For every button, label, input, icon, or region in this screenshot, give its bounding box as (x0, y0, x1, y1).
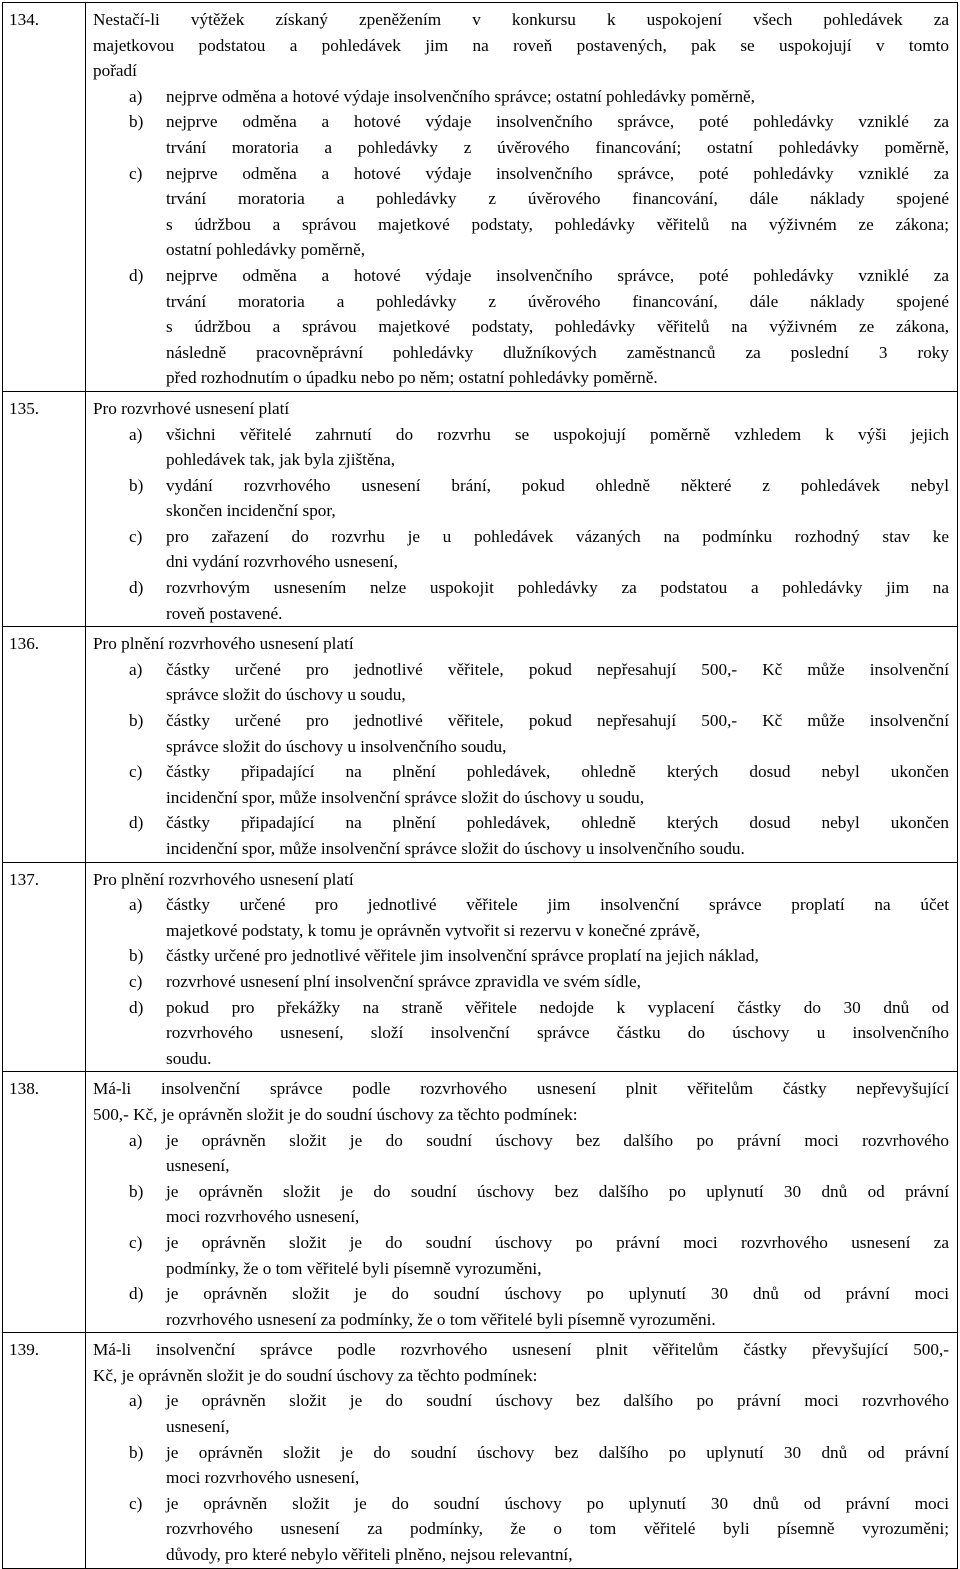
question-row (3, 862, 958, 1072)
answer-option-line (93, 943, 949, 969)
continuation-line (93, 1516, 949, 1542)
continuation-line (93, 549, 949, 575)
line-text: trvání moratoria a pohledávky z úvěrového financování, dále náklady spojené (166, 189, 949, 209)
option-marker: b) (129, 475, 144, 495)
continuation-line (93, 365, 949, 391)
option-marker: b) (129, 112, 144, 132)
answer-option-line (93, 473, 949, 499)
answer-option-line (93, 1281, 949, 1307)
answer-option-line (93, 524, 949, 550)
option-marker: b) (129, 711, 144, 731)
continuation-line (93, 135, 949, 161)
line-text: je oprávněn složit je do soudní úschovy po uplynutí 30 dnů od právní moci (166, 1284, 949, 1304)
line-text: rozvrhovým usnesením nelze uspokojit pohledávky za podstatou a pohledávky jim na (166, 578, 949, 598)
question-row (3, 391, 958, 626)
continuation-line (93, 601, 949, 627)
line-text: je oprávněn složit je do soudní úschovy po uplynutí 30 dnů od právní moci (166, 1493, 949, 1513)
option-marker: c) (129, 1232, 143, 1252)
line-text: rozvrhového usnesení za podmínky, že o tom věřitelé byli písemně vyrozuměni. (166, 1309, 716, 1329)
option-marker: d) (129, 813, 144, 833)
answer-option-line (93, 995, 949, 1021)
line-text: Pro plnění rozvrhového usnesení platí (93, 634, 354, 654)
line-text: majetkové podstaty, k tomu je oprávněn vytvořit si rezervu v konečné zprávě, (166, 920, 700, 940)
answer-option-line (93, 1388, 949, 1414)
question-text-line (93, 631, 949, 657)
line-text: vydání rozvrhového usnesení brání, pokud ohledně některé z pohledávek nebyl (166, 475, 949, 495)
line-text: následně pracovněprávní pohledávky dlužníkových zaměstnanců za poslední 3 roky (166, 342, 949, 362)
answer-option-line (93, 84, 949, 110)
answer-option-line (93, 657, 949, 683)
continuation-line (93, 314, 949, 340)
question-body (86, 391, 958, 626)
answer-option-line (93, 109, 949, 135)
line-text: Má-li insolvenční správce podle rozvrhového usnesení plnit věřitelům částky nepřevyšující (93, 1079, 949, 1099)
line-text: majetkovou podstatou a pohledávek jim na roveň postavených, pak se uspokojují v tomto (93, 35, 949, 55)
questions-table (2, 2, 958, 1569)
answer-option-line (93, 892, 949, 918)
line-text: částky připadající na plnění pohledávek, ohledně kterých dosud nebyl ukončen (166, 813, 949, 833)
question-text-line (93, 1337, 949, 1363)
question-number: 135. (3, 391, 86, 626)
line-text: moci rozvrhového usnesení, (166, 1207, 360, 1227)
answer-option-line (93, 1440, 949, 1466)
line-text: nejprve odměna a hotové výdaje insolvenčního správce, poté pohledávky vzniklé za (166, 265, 949, 285)
continuation-line (93, 1153, 949, 1179)
question-text-line (93, 58, 949, 84)
continuation-line (93, 186, 949, 212)
line-text: je oprávněn složit je do soudní úschovy bez dalšího po uplynutí 30 dnů od právní (166, 1442, 949, 1462)
continuation-line (93, 1020, 949, 1046)
line-text: pořadí (93, 61, 137, 81)
line-text: nejprve odměna a hotové výdaje insolvenčního správce; ostatní pohledávky poměrně, (166, 86, 755, 106)
option-marker: d) (129, 1284, 144, 1304)
question-text-line (93, 867, 949, 893)
option-marker: d) (129, 265, 144, 285)
line-text: moci rozvrhového usnesení, (166, 1468, 360, 1488)
question-number: 139. (3, 1333, 86, 1568)
option-marker: c) (129, 526, 143, 546)
question-row (3, 1333, 958, 1568)
question-text-line (93, 1363, 949, 1389)
question-text-line (93, 396, 949, 422)
answer-option-line (93, 1230, 949, 1256)
question-body (86, 3, 958, 392)
continuation-line (93, 237, 949, 263)
option-marker: d) (129, 997, 144, 1017)
continuation-line (93, 1542, 949, 1568)
question-body (86, 862, 958, 1072)
option-marker: a) (129, 895, 143, 915)
line-text: správce složit do úschovy u insolvenčního soudu, (166, 736, 507, 756)
option-marker: b) (129, 1442, 144, 1462)
question-text-line (93, 33, 949, 59)
option-marker: b) (129, 1181, 144, 1201)
option-marker: c) (129, 163, 143, 183)
answer-option-line (93, 708, 949, 734)
line-text: částky určené pro jednotlivé věřitele, pokud nepřesahují 500,- Kč může insolvenční (166, 659, 949, 679)
line-text: je oprávněn složit je do soudní úschovy bez dalšího po právní moci rozvrhového (166, 1391, 949, 1411)
question-text-line (93, 1102, 949, 1128)
line-text: důvody, pro které nebylo věřiteli plněno, nejsou relevantní, (166, 1545, 573, 1565)
line-text: částky připadající na plnění pohledávek, ohledně kterých dosud nebyl ukončen (166, 762, 949, 782)
line-text: správce složit do úschovy u soudu, (166, 685, 406, 705)
question-body (86, 1072, 958, 1333)
answer-option-line (93, 263, 949, 289)
line-text: dni vydání rozvrhového usnesení, (166, 552, 398, 572)
line-text: Nestačí-li výtěžek získaný zpeněžením v konkursu k uspokojení všech pohledávek za (93, 10, 949, 29)
line-text: částky určené pro jednotlivé věřitele jim insolvenční správce proplatí na jejich náklad, (166, 946, 759, 966)
line-text: s údržbou a správou majetkové podstaty, pohledávky věřitelů na výživném ze zákona, (166, 317, 949, 337)
continuation-line (93, 836, 949, 862)
answer-option-line (93, 1179, 949, 1205)
continuation-line (93, 1204, 949, 1230)
continuation-line (93, 1046, 949, 1072)
answer-option-line (93, 422, 949, 448)
line-text: ostatní pohledávky poměrně, (166, 240, 366, 260)
line-text: soudu. (166, 1048, 212, 1068)
line-text: Má-li insolvenční správce podle rozvrhového usnesení plnit věřitelům částky převyšující 500,- (93, 1340, 949, 1360)
question-body (86, 627, 958, 862)
question-body (86, 1333, 958, 1568)
question-text-line (93, 7, 949, 33)
line-text: incidenční spor, může insolvenční správce složit do úschovy u soudu, (166, 787, 645, 807)
line-text: rozvrhového usnesení, složí insolvenční správce částku do úschovy u insolvenčního (166, 1023, 949, 1043)
answer-option-line (93, 1491, 949, 1517)
line-text: roveň postavené. (166, 603, 283, 623)
continuation-line (93, 1414, 949, 1440)
option-marker: c) (129, 971, 143, 991)
question-number: 137. (3, 862, 86, 1072)
option-marker: a) (129, 86, 143, 106)
line-text: částky určené pro jednotlivé věřitele, pokud nepřesahují 500,- Kč může insolvenční (166, 711, 949, 731)
continuation-line (93, 785, 949, 811)
line-text: pokud pro překážky na straně věřitele nedojde k vyplacení částky do 30 dnů od (166, 997, 949, 1017)
line-text: Pro rozvrhové usnesení platí (93, 398, 290, 418)
continuation-line (93, 340, 949, 366)
option-marker: a) (129, 424, 143, 444)
line-text: trvání moratoria a pohledávky z úvěrového financování; ostatní pohledávky poměrně, (166, 137, 949, 157)
continuation-line (93, 1465, 949, 1491)
option-marker: c) (129, 1493, 143, 1513)
question-number: 134. (3, 3, 86, 392)
line-text: trvání moratoria a pohledávky z úvěrového financování, dále náklady spojené (166, 291, 949, 311)
option-marker: a) (129, 659, 143, 679)
answer-option-line (93, 575, 949, 601)
continuation-line (93, 734, 949, 760)
line-text: nejprve odměna a hotové výdaje insolvenčního správce, poté pohledávky vzniklé za (166, 163, 949, 183)
answer-option-line (93, 759, 949, 785)
question-number: 138. (3, 1072, 86, 1333)
line-text: 500,- Kč, je oprávněn složit je do soudní úschovy za těchto podmínek: (93, 1104, 578, 1124)
continuation-line (93, 498, 949, 524)
option-marker: b) (129, 946, 144, 966)
question-row (3, 3, 958, 392)
line-text: všichni věřitelé zahrnutí do rozvrhu se uspokojují poměrně vzhledem k výši jejich (166, 424, 949, 444)
continuation-line (93, 447, 949, 473)
answer-option-line (93, 810, 949, 836)
option-marker: a) (129, 1391, 143, 1411)
line-text: usnesení, (166, 1156, 230, 1176)
line-text: skončen incidenční spor, (166, 501, 336, 521)
answer-option-line (93, 969, 949, 995)
line-text: incidenční spor, může insolvenční správce složit do úschovy u insolvenčního soudu. (166, 839, 745, 858)
line-text: Pro plnění rozvrhového usnesení platí (93, 869, 354, 889)
line-text: podmínky, že o tom věřitelé byli písemně vyrozuměni, (166, 1258, 542, 1278)
question-text-line (93, 1076, 949, 1102)
continuation-line (93, 289, 949, 315)
continuation-line (93, 682, 949, 708)
line-text: rozvrhového usnesení za podmínky, že o tom věřitelé byli písemně vyrozuměni; (166, 1519, 949, 1539)
line-text: je oprávněn složit je do soudní úschovy bez dalšího po právní moci rozvrhového (166, 1130, 949, 1150)
line-text: před rozhodnutím o úpadku nebo po něm; ostatní pohledávky poměrně. (166, 368, 658, 388)
line-text: je oprávněn složit je do soudní úschovy bez dalšího po uplynutí 30 dnů od právní (166, 1181, 949, 1201)
line-text: je oprávněn složit je do soudní úschovy po právní moci rozvrhového usnesení za (166, 1232, 949, 1252)
line-text: nejprve odměna a hotové výdaje insolvenčního správce, poté pohledávky vzniklé za (166, 112, 949, 132)
line-text: s údržbou a správou majetkové podstaty, pohledávky věřitelů na výživném ze zákona; (166, 214, 949, 234)
line-text: částky určené pro jednotlivé věřitele jim insolvenční správce proplatí na účet (166, 895, 949, 915)
option-marker: c) (129, 762, 143, 782)
line-text: pohledávek tak, jak byla zjištěna, (166, 450, 396, 470)
continuation-line (93, 1307, 949, 1333)
option-marker: a) (129, 1130, 143, 1150)
option-marker: d) (129, 578, 144, 598)
line-text: usnesení, (166, 1417, 230, 1437)
continuation-line (93, 918, 949, 944)
answer-option-line (93, 161, 949, 187)
continuation-line (93, 212, 949, 238)
line-text: rozvrhové usnesení plní insolvenční správce zpravidla ve svém sídle, (166, 971, 641, 991)
line-text: Kč, je oprávněn složit je do soudní úschovy za těchto podmínek: (93, 1365, 538, 1385)
question-row (3, 627, 958, 862)
answer-option-line (93, 1128, 949, 1154)
question-number: 136. (3, 627, 86, 862)
line-text: pro zařazení do rozvrhu je u pohledávek vázaných na podmínku rozhodný stav ke (166, 526, 949, 546)
question-row (3, 1072, 958, 1333)
continuation-line (93, 1256, 949, 1282)
